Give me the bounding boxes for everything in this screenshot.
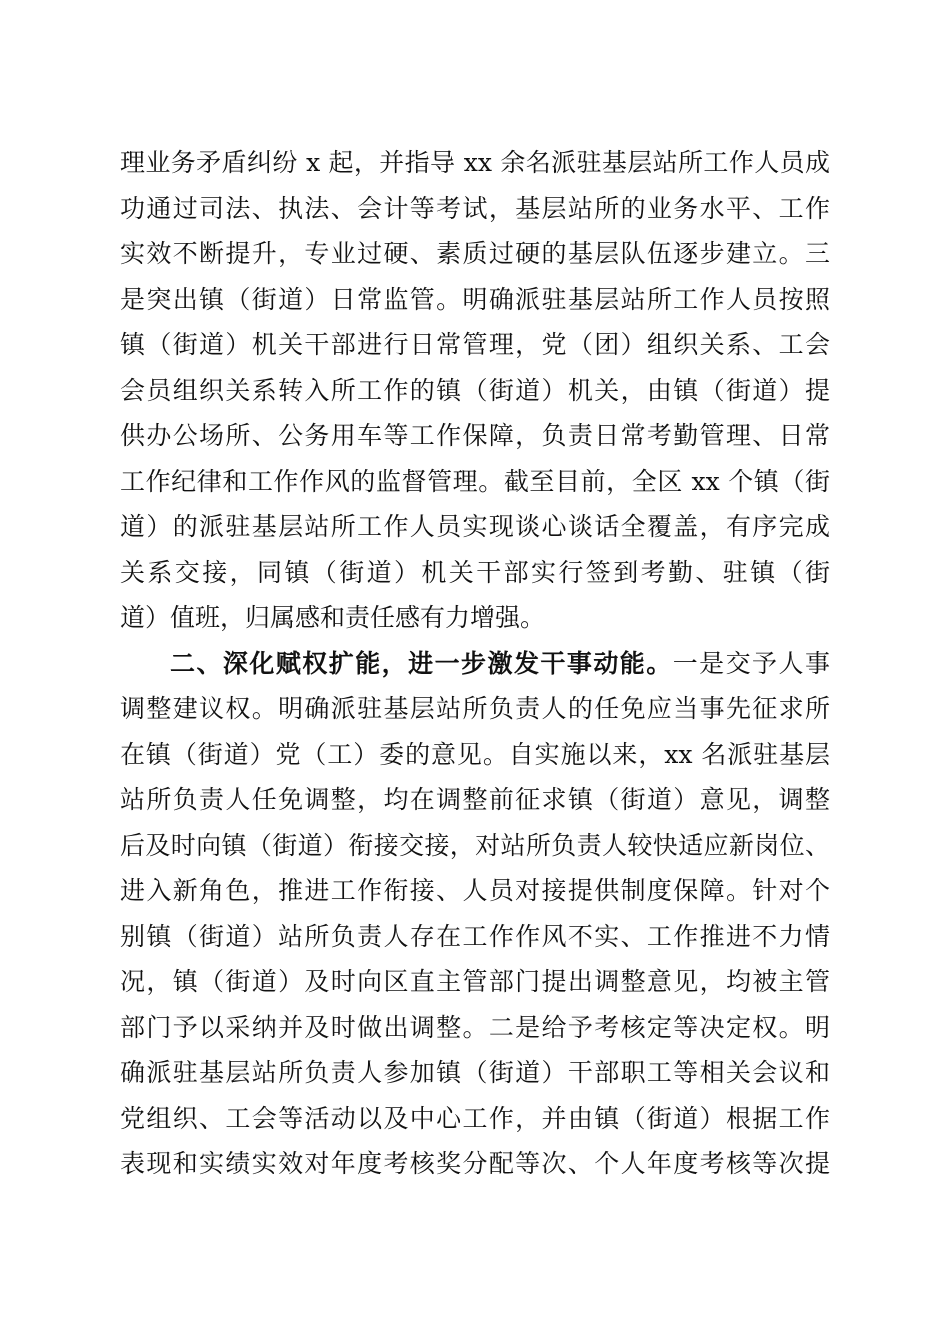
section-heading: 二、深化赋权扩能，进一步激发干事动能。 xyxy=(170,648,673,678)
text-line: 在镇（街道）党（工）委的意见。自实施以来，xx 名派驻基层 xyxy=(120,739,830,769)
text-line: 是突出镇（街道）日常监管。明确派驻基层站所工作人员按照 xyxy=(120,284,830,314)
text-line: 党组织、工会等活动以及中心工作，并由镇（街道）根据工作 xyxy=(120,1103,830,1133)
text-line: 进入新角色，推进工作衔接、人员对接提供制度保障。针对个 xyxy=(120,876,830,905)
text-run: 一是交予人事 xyxy=(672,648,830,678)
text-line: 供办公场所、公务用车等工作保障，负责日常考勤管理、日常 xyxy=(120,421,830,450)
paragraph-2 xyxy=(120,641,830,1187)
text-line: 关系交接，同镇（街道）机关干部实行签到考勤、驻镇（街 xyxy=(120,557,830,587)
text-line: 调整建议权。明确派驻基层站所负责人的任免应当事先征求所 xyxy=(120,694,830,723)
text-line: 会员组织关系转入所工作的镇（街道）机关，由镇（街道）提 xyxy=(120,375,830,405)
paragraph-1 xyxy=(120,140,830,641)
text-line: 实效不断提升，专业过硬、素质过硬的基层队伍逐步建立。三 xyxy=(120,239,830,268)
text-line: 确派驻基层站所负责人参加镇（街道）干部职工等相关会议和 xyxy=(120,1058,830,1087)
text-line: 理业务矛盾纠纷 x 起，并指导 xx 余名派驻基层站所工作人员成 xyxy=(120,148,830,177)
text-line: 别镇（街道）站所负责人存在工作作风不实、工作推进不力情 xyxy=(120,921,830,951)
paragraph-2-first-line xyxy=(120,641,830,687)
text-line: 道）值班，归属感和责任感有力增强。 xyxy=(120,603,546,632)
text-line: 况，镇（街道）及时向区直主管部门提出调整意见，均被主管 xyxy=(120,967,830,996)
text-line: 功通过司法、执法、会计等考试，基层站所的业务水平、工作 xyxy=(120,193,830,223)
text-line: 工作纪律和工作作风的监督管理。截至目前，全区 xx 个镇（街 xyxy=(120,466,830,496)
text-line: 道）的派驻基层站所工作人员实现谈心谈话全覆盖，有序完成 xyxy=(120,512,830,541)
text-line: 站所负责人任免调整，均在调整前征求镇（街道）意见，调整 xyxy=(120,785,830,814)
text-line: 镇（街道）机关干部进行日常管理，党（团）组织关系、工会 xyxy=(120,330,830,359)
text-line: 表现和实绩实效对年度考核奖分配等次、个人年度考核等次提 xyxy=(120,1149,830,1178)
text-line: 后及时向镇（街道）衔接交接，对站所负责人较快适应新岗位、 xyxy=(120,830,830,860)
document-body xyxy=(120,140,830,1187)
text-line: 部门予以采纳并及时做出调整。二是给予考核定等决定权。明 xyxy=(120,1012,830,1042)
